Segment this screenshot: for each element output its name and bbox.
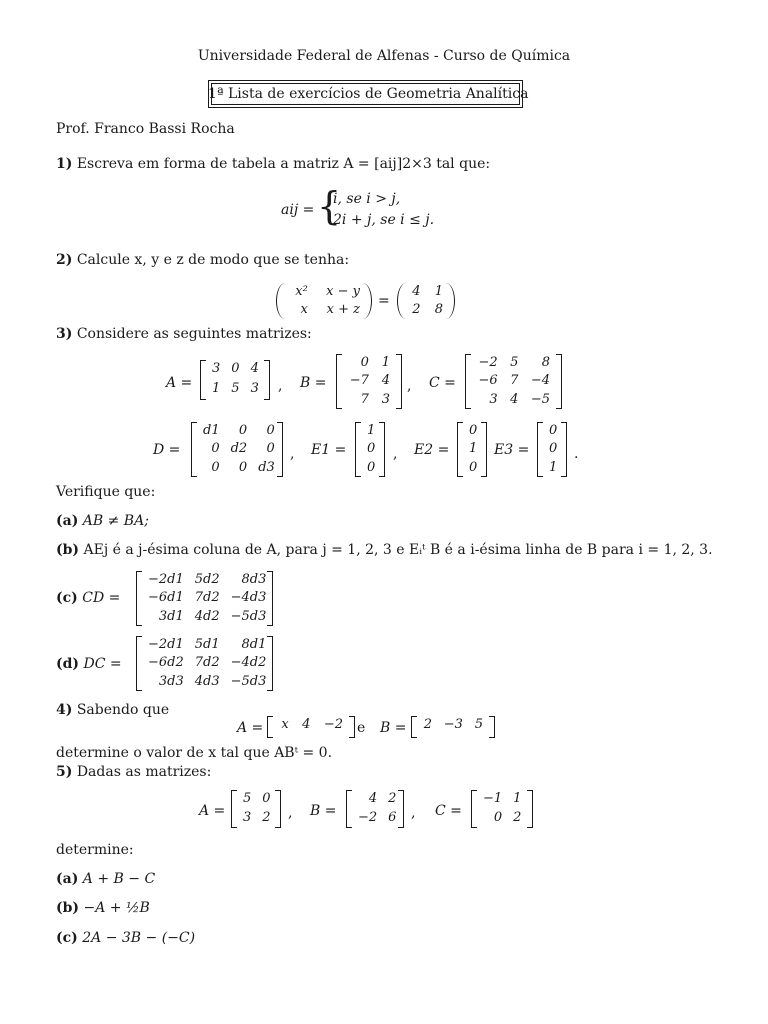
q5-a-text: A + B − C: [82, 871, 156, 887]
matrix-cell: 4d2: [194, 608, 220, 624]
matrix-cell: 4: [302, 717, 311, 732]
q2-text: Calcule x, y e z de modo que se tenha:: [76, 252, 350, 268]
q3-item-b: [56, 543, 713, 557]
q1-lhs: aij =: [281, 202, 315, 218]
matrix-cell: 3: [250, 381, 259, 396]
matrix-cell: 1: [434, 284, 443, 299]
matrix-cell: −4: [530, 373, 550, 389]
matrix-cell: 0: [211, 459, 220, 475]
matrix-cell: −6: [478, 373, 498, 389]
q4-b-label: B =: [380, 720, 407, 736]
matrix-cell: 4d3: [194, 673, 220, 689]
q3-a-item-label: (a): [56, 513, 79, 529]
matrix-cell: 1: [513, 791, 522, 806]
matrix-cell: 8d3: [241, 572, 267, 587]
q2-left-matrix: [276, 283, 372, 319]
q5-c-item-label: (c): [56, 930, 78, 946]
matrix-cell: 3: [212, 361, 221, 376]
q4-matrix-b: [411, 716, 495, 738]
list-title: 1ª Lista de exercícios de Geometria Analítica: [208, 86, 529, 102]
q3-b-item-label: (b): [56, 542, 80, 558]
q3-matrix-d: [191, 422, 283, 477]
q3-comma-4: ,: [393, 446, 398, 462]
matrix-cell: 3: [489, 391, 498, 407]
q5-line: [56, 765, 211, 779]
q3-item-a: [56, 514, 149, 528]
matrix-cell: 1: [367, 423, 376, 438]
matrix-cell: 3d3: [158, 673, 184, 689]
q5-b-label: B =: [310, 803, 337, 819]
q3-c-lhs: CD =: [82, 590, 121, 606]
q3-d-lhs: DC =: [83, 656, 122, 672]
q3-period: .: [574, 446, 579, 462]
q3-comma-2: ,: [407, 378, 412, 394]
matrix-cell: d3: [258, 459, 275, 475]
matrix-cell: 5d2: [194, 572, 220, 587]
q3-matrix-b: [336, 354, 402, 409]
matrix-cell: x − y: [326, 284, 360, 299]
q3-b-label: B =: [300, 375, 327, 391]
matrix-cell: −2: [358, 810, 378, 825]
matrix-cell: 5d1: [194, 637, 220, 652]
q5-matrix-a: [231, 790, 281, 828]
q4-text: Sabendo que: [76, 702, 170, 718]
q3-label: 3): [56, 326, 73, 342]
q3-matrix-e3: [537, 422, 567, 477]
matrix-cell: 0: [469, 423, 478, 438]
matrix-cell: −4d2: [230, 655, 267, 671]
q4-matrix-a: [267, 716, 355, 738]
matrix-cell: 1: [212, 381, 221, 396]
q3-a-label: A =: [166, 375, 193, 391]
matrix-cell: 8: [541, 355, 550, 370]
q2-right-matrix: [397, 283, 455, 319]
matrix-cell: d1: [203, 423, 220, 438]
q3-line: [56, 327, 312, 341]
q2-equals: =: [378, 293, 390, 309]
q3-matrix-cd: [136, 571, 273, 626]
matrix-cell: 0: [238, 423, 248, 438]
matrix-cell: 6: [388, 810, 397, 825]
matrix-cell: 3d1: [158, 608, 184, 624]
q5-matrix-c: [471, 790, 533, 828]
matrix-cell: 7d2: [194, 590, 220, 606]
q2-label: 2): [56, 252, 73, 268]
q3-c-item-label: (c): [56, 590, 78, 606]
matrix-cell: 7: [360, 391, 369, 407]
matrix-cell: 0: [549, 441, 558, 457]
matrix-cell: 4: [510, 391, 519, 407]
matrix-cell: −6d1: [148, 590, 184, 606]
q3-comma-1: ,: [278, 378, 283, 394]
q3-matrix-c: [465, 354, 562, 409]
q3-item-c: [56, 591, 120, 605]
matrix-cell: x²: [295, 284, 308, 299]
q3-c-label: C =: [429, 375, 456, 391]
q5-a-item-label: (a): [56, 871, 79, 887]
matrix-cell: 1: [469, 441, 478, 457]
q3-e2-label: E2 =: [414, 442, 450, 458]
q5-item-b: [56, 901, 150, 915]
professor-name: Prof. Franco Bassi Rocha: [56, 121, 235, 137]
matrix-cell: 0: [266, 441, 275, 457]
matrix-cell: 1: [381, 355, 390, 370]
matrix-cell: −2: [478, 355, 498, 370]
university-header: Universidade Federal de Alfenas - Curso de Química: [197, 48, 571, 64]
q3-e1-label: E1 =: [311, 442, 347, 458]
matrix-cell: −7: [349, 373, 369, 389]
q5-text: Dadas as matrizes:: [76, 764, 212, 780]
q5-b-text: −A + ½B: [83, 900, 150, 916]
q5-matrix-b: [346, 790, 404, 828]
q5-item-c: [56, 931, 195, 945]
matrix-cell: 0: [238, 459, 248, 475]
q5-item-a: [56, 872, 155, 886]
matrix-cell: −5d3: [230, 673, 267, 689]
q4-text2: determine o valor de x tal que ABᵗ = 0.: [56, 745, 333, 761]
matrix-cell: −4d3: [230, 590, 267, 606]
q3-d-item-label: (d): [56, 656, 80, 672]
matrix-cell: 2: [388, 791, 397, 806]
matrix-cell: 0: [493, 810, 503, 825]
matrix-cell: 0: [367, 459, 376, 475]
q3-item-d: [56, 657, 122, 671]
q3-matrix-e1: [355, 422, 385, 477]
matrix-cell: x: [300, 302, 308, 317]
matrix-cell: 4: [250, 361, 259, 376]
matrix-cell: −2d1: [148, 637, 184, 652]
matrix-cell: 3: [243, 810, 252, 825]
matrix-cell: 8: [434, 302, 443, 317]
matrix-cell: 5: [510, 355, 519, 370]
matrix-cell: 2: [423, 717, 433, 732]
matrix-cell: −5: [530, 391, 550, 407]
matrix-cell: 5: [231, 381, 240, 396]
matrix-cell: 8d1: [241, 637, 267, 652]
matrix-cell: −6d2: [148, 655, 184, 671]
matrix-cell: 0: [549, 423, 558, 438]
matrix-cell: 4: [381, 373, 390, 389]
matrix-cell: 0: [266, 423, 275, 438]
q3-matrix-e2: [457, 422, 487, 477]
q1-text: Escreva em forma de tabela a matriz A = [aij]2×3 tal que:: [76, 156, 491, 172]
q5-c-text: 2A − 3B − (−C): [82, 930, 196, 946]
q5-comma-2: ,: [411, 805, 416, 821]
q5-comma-1: ,: [288, 805, 293, 821]
q4-a-label: A =: [237, 720, 264, 736]
matrix-cell: 0: [469, 459, 478, 475]
matrix-cell: 0: [231, 361, 240, 376]
q1-line: [56, 157, 490, 171]
matrix-cell: 0: [360, 355, 369, 370]
matrix-cell: −3: [443, 717, 463, 732]
q3-text: Considere as seguintes matrizes:: [76, 326, 312, 342]
q1-case1: i, se i > j,: [333, 191, 401, 207]
q1-case2: 2i + j, se i ≤ j.: [333, 212, 435, 228]
q5-label: 5): [56, 764, 73, 780]
q5-b-item-label: (b): [56, 900, 80, 916]
q3-matrix-a: [200, 360, 270, 400]
q2-line: [56, 253, 349, 267]
matrix-cell: −2: [323, 717, 343, 732]
matrix-cell: 4: [412, 284, 421, 299]
matrix-cell: −1: [483, 791, 503, 806]
q3-a-text: AB ≠ BA;: [82, 513, 149, 529]
q4-line: [56, 703, 169, 717]
q3-d-label: D =: [153, 442, 181, 458]
matrix-cell: 0: [367, 441, 376, 457]
matrix-cell: d2: [230, 441, 248, 457]
q1-brace: {: [317, 184, 342, 228]
q3-e3-label: E3 =: [494, 442, 530, 458]
matrix-cell: −2d1: [148, 572, 184, 587]
q5-c-label: C =: [435, 803, 462, 819]
matrix-cell: 2: [262, 810, 271, 825]
matrix-cell: 2: [513, 810, 522, 825]
matrix-cell: −5d3: [230, 608, 267, 624]
q3-verify: Verifique que:: [56, 484, 156, 500]
q4-label: 4): [56, 702, 73, 718]
matrix-cell: 2: [412, 302, 421, 317]
q1-label: 1): [56, 156, 73, 172]
matrix-cell: x + z: [326, 302, 360, 317]
q3-matrix-dc: [136, 636, 273, 691]
matrix-cell: 4: [368, 791, 378, 806]
q5-a-label: A =: [199, 803, 226, 819]
q5-determine: determine:: [56, 842, 134, 858]
matrix-cell: 5: [243, 791, 252, 806]
q3-b-text: AEj é a j-ésima coluna de A, para j = 1, 2, 3 e Eᵢᵗ B é a i-ésima linha de B para i = 1, 2, 3.: [83, 542, 713, 558]
matrix-cell: 0: [262, 791, 271, 806]
q4-and: e: [357, 720, 366, 736]
matrix-cell: 7d2: [194, 655, 220, 671]
matrix-cell: 5: [474, 717, 483, 732]
matrix-cell: 0: [211, 441, 220, 457]
matrix-cell: 7: [510, 373, 519, 389]
q3-comma-3: ,: [290, 446, 295, 462]
matrix-cell: x: [281, 717, 289, 732]
matrix-cell: 1: [549, 459, 558, 475]
matrix-cell: 3: [381, 391, 390, 407]
